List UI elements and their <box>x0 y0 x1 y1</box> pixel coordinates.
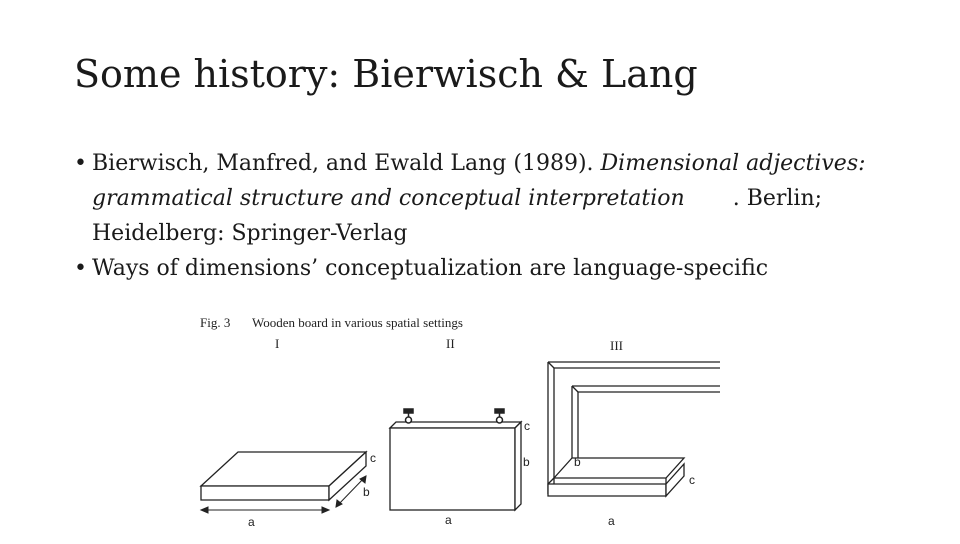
bullet-conceptualization: • Ways of dimensions’ conceptualization are language-specific <box>74 251 894 286</box>
reference-authors: Bierwisch, Manfred, and Ewald Lang (1989). <box>92 151 601 176</box>
figure-caption-number: Fig. 3 <box>200 315 231 330</box>
bullet-reference <box>74 146 894 251</box>
reference-publisher-b: Heidelberg: Springer-Verlag <box>92 221 408 246</box>
panel-label-3: III <box>610 338 623 353</box>
label-c-3: c <box>689 473 695 487</box>
label-b-1: b <box>363 485 370 499</box>
clamp-left <box>404 409 413 423</box>
label-b-3: b <box>574 455 581 469</box>
clamp-right <box>495 409 504 423</box>
board-upright <box>390 422 521 510</box>
wooden-board-figure <box>190 308 720 544</box>
reference-book-title-1: Dimensional adjectives: <box>600 151 866 176</box>
label-a-3: a <box>608 514 615 528</box>
reference-book-title-2: grammatical structure and conceptual interpretation <box>92 186 685 211</box>
slide-title: Some history: Bierwisch & Lang <box>74 52 698 96</box>
reference-publisher-a: . Berlin; <box>732 186 823 211</box>
panel-label-2: II <box>446 336 455 351</box>
figure-caption-text: Wooden board in various spatial settings <box>252 315 463 330</box>
label-c-1: c <box>370 451 376 465</box>
board-flat <box>201 452 366 500</box>
panel-label-1: I <box>275 336 280 351</box>
label-a-1: a <box>248 515 255 529</box>
label-b-2: b <box>523 455 530 469</box>
bullet-list <box>74 146 894 286</box>
label-a-2: a <box>445 513 452 527</box>
label-c-2: c <box>524 419 530 433</box>
